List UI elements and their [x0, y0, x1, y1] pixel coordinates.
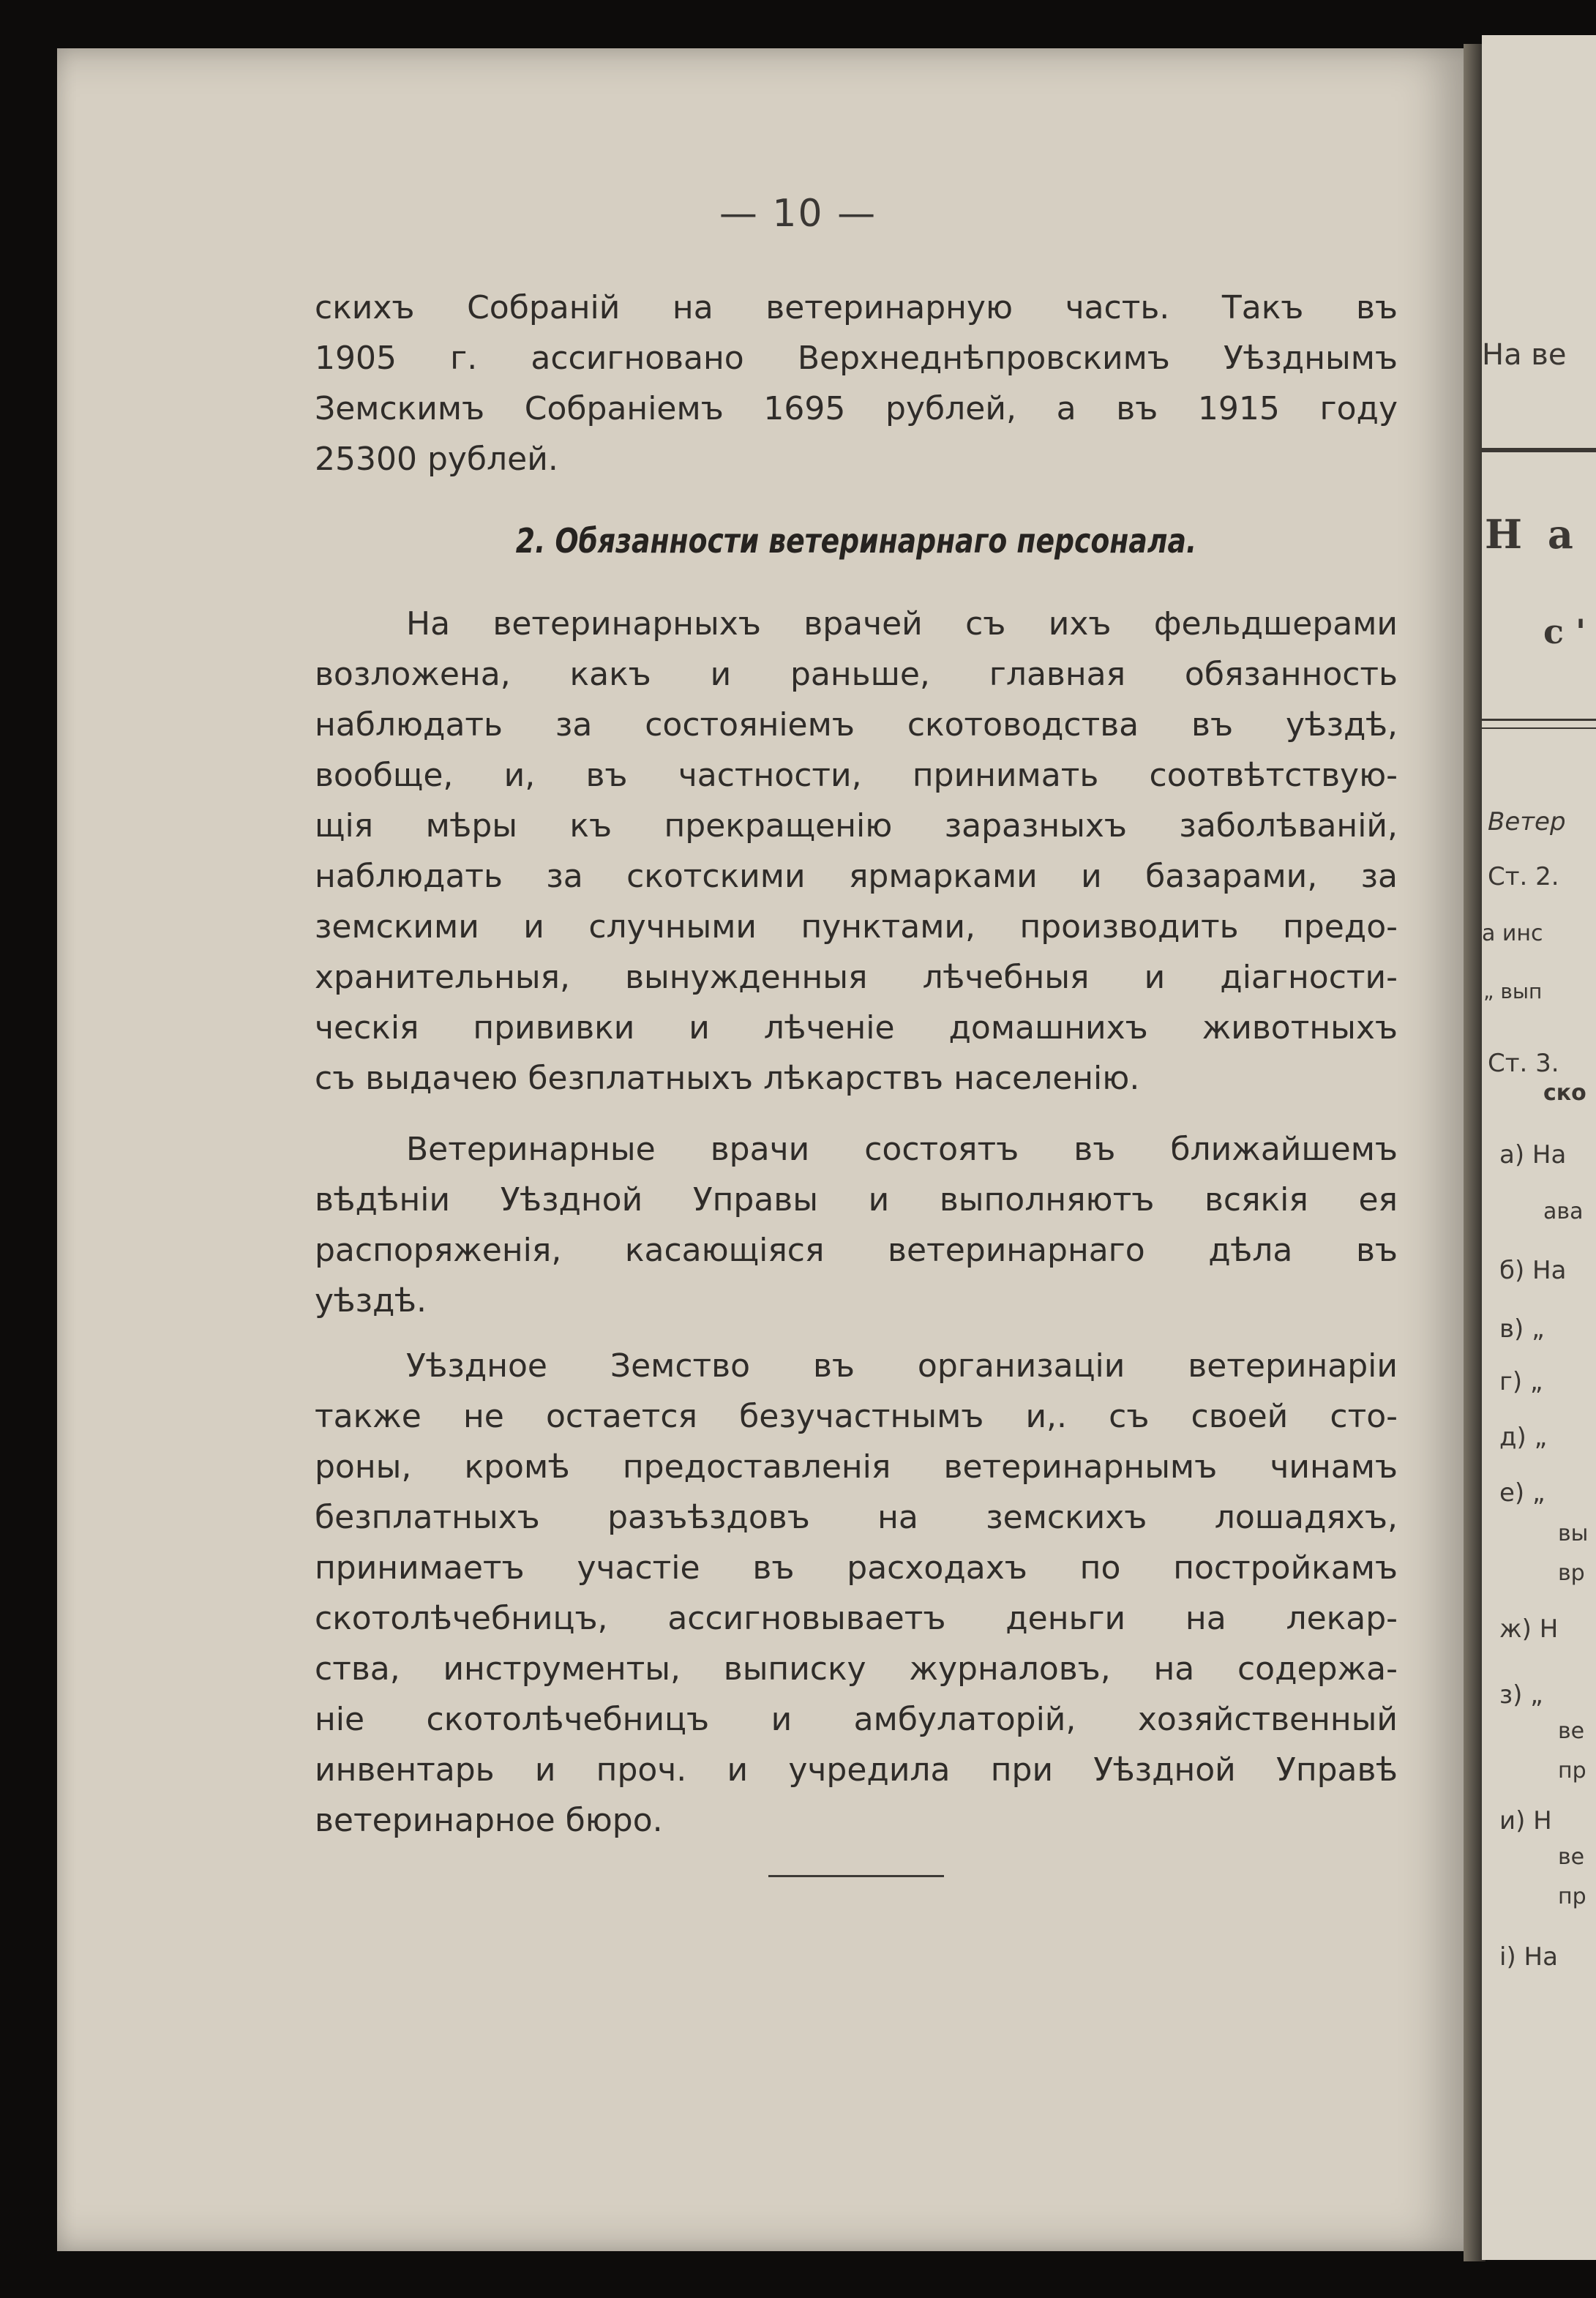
text-line: принимаетъ участіе въ расходахъ по постройкамъ [315, 1549, 1398, 1587]
right-page-text: ж) Н [1499, 1614, 1559, 1644]
page-number: — 10 — [719, 192, 877, 236]
right-page-fragment [1482, 35, 1596, 2260]
text-line: ніе скотолѣчебницъ и амбулаторій, хозяйственный [315, 1701, 1398, 1738]
right-page-text: а инс [1482, 921, 1543, 946]
text-line: земскими и случными пунктами, производить предо- [315, 908, 1398, 946]
text-line: Ветеринарные врачи состоятъ въ ближайшемъ [406, 1131, 1398, 1168]
right-page-text: д) „ [1499, 1423, 1548, 1452]
text-line: ветеринарное бюро. [315, 1802, 663, 1839]
paragraph-4 [315, 1341, 1398, 1846]
right-page-text: в) „ [1499, 1314, 1545, 1344]
right-page-text: пр [1558, 1884, 1586, 1909]
right-page-text: ско [1543, 1080, 1586, 1106]
text-line: наблюдать за состояніемъ скотоводства въ уѣздѣ, [315, 706, 1398, 744]
right-page-text: вы [1558, 1521, 1589, 1546]
text-line: вообще, и, въ частности, принимать соотвѣтствую- [315, 757, 1398, 794]
right-page-text: „ вып [1483, 979, 1543, 1003]
text-line: возложена, какъ и раньше, главная обязанность [315, 656, 1398, 693]
right-page-rule [1482, 719, 1596, 721]
text-line: съ выдачею безплатныхъ лѣкарствъ населенію. [315, 1060, 1140, 1097]
text-line: скотолѣчебницъ, ассигновываетъ деньги на лекар- [315, 1600, 1398, 1637]
right-page-text: Ветер [1488, 807, 1566, 837]
paragraph-3 [315, 1124, 1398, 1326]
right-page-text: г) „ [1499, 1367, 1543, 1396]
text-line: уѣздѣ. [315, 1282, 427, 1320]
text-line: инвентарь и проч. и учредила при Уѣздной Управѣ [315, 1751, 1398, 1789]
right-page-text: б) На [1499, 1256, 1567, 1285]
text-line: ства, инструменты, выписку журналовъ, на содержа- [315, 1650, 1398, 1688]
paragraph-1 [315, 282, 1398, 484]
text-line: хранительныя, вынужденныя лѣчебныя и діагности- [315, 959, 1398, 996]
text-line: распоряженія, касающіяся ветеринарнаго дѣла въ [315, 1232, 1398, 1269]
right-page-text: ве [1558, 1844, 1585, 1870]
right-page-heading: с ' [1543, 612, 1586, 651]
right-page-text: На ве [1482, 338, 1567, 372]
text-line: Уѣздное Земство въ организаціи ветеринаріи [406, 1347, 1398, 1385]
text-line: скихъ Собраній на ветеринарную часть. Такъ въ [315, 289, 1398, 326]
right-page-text: ве [1558, 1718, 1585, 1744]
text-line: 25300 рублей. [315, 441, 558, 478]
right-page-text: а) На [1499, 1140, 1567, 1169]
right-page-rule [1482, 448, 1596, 452]
text-line: безплатныхъ разъѣздовъ на земскихъ лошадяхъ, [315, 1499, 1398, 1536]
closing-rule [768, 1875, 944, 1877]
text-line: На ветеринарныхъ врачей съ ихъ фельдшерами [406, 605, 1398, 643]
right-page-text: вр [1558, 1560, 1585, 1586]
text-line: также не остается безучастнымъ и,. съ своей сто- [315, 1398, 1398, 1435]
paragraph-2 [315, 599, 1398, 1104]
right-page-heading: Н а [1485, 511, 1579, 558]
right-page-text: Ст. 3. [1488, 1049, 1559, 1078]
text-line: ческія прививки и лѣченіе домашнихъ животныхъ [315, 1009, 1398, 1047]
right-page-text: е) „ [1499, 1478, 1546, 1508]
right-page-text: ава [1543, 1199, 1584, 1224]
text-line: Земскимъ Собраніемъ 1695 рублей, а въ 1915 году [315, 390, 1398, 427]
right-page-text: и) Н [1499, 1806, 1552, 1835]
section-heading: 2. Обязанности ветеринарнаго персонала. [515, 521, 1197, 561]
text-line: наблюдать за скотскими ярмарками и базарами, за [315, 858, 1398, 895]
right-page-rule [1482, 727, 1596, 729]
text-line: 1905 г. ассигновано Верхнеднѣпровскимъ Уѣзднымъ [315, 340, 1398, 377]
right-page-text: пр [1558, 1758, 1586, 1784]
text-line: вѣдѣніи Уѣздной Управы и выполняютъ всякія ея [315, 1181, 1398, 1219]
text-line: роны, кромѣ предоставленія ветеринарнымъ чинамъ [315, 1448, 1398, 1486]
right-page-text: Ст. 2. [1488, 862, 1559, 891]
text-line: щія мѣры къ прекращенію заразныхъ заболѣваній, [315, 807, 1398, 845]
right-page-text: і) На [1499, 1942, 1558, 1972]
right-page-text: з) „ [1499, 1680, 1543, 1710]
